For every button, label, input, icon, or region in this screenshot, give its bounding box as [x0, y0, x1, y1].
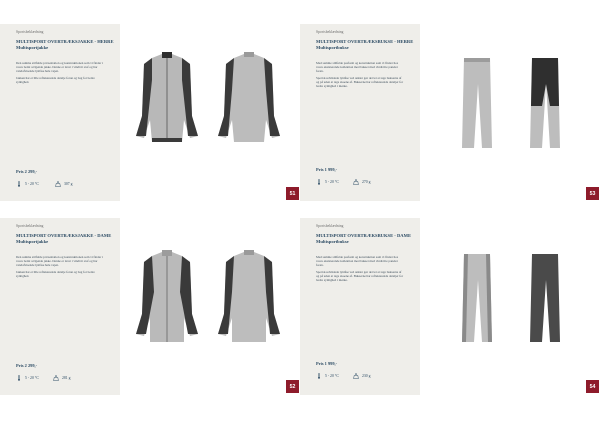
- product-description: [316, 61, 404, 92]
- description-paragraph: Med samme stilfulde pasform og konstruktion som vi finder hos vores eksisterende kollektion med bukser med vindtætte paneler foran.: [316, 61, 399, 74]
- weight-value: 270 g: [362, 180, 371, 184]
- product-page-herre-pants: [300, 24, 420, 201]
- description-paragraph: Jakken har et lille reflekterende detalje foran og bag for bedre synlighed.: [16, 76, 95, 85]
- jacket-back-image: [218, 250, 280, 342]
- product-title: MULTISPORT OVERTRÆKSJAKKE - DAME: [16, 233, 112, 238]
- section-label: Sportsbeklædning: [16, 224, 44, 228]
- page-number-badge: 52: [286, 380, 299, 393]
- jacket-front-image: [136, 250, 198, 342]
- product-image-herre-jacket: [128, 50, 288, 150]
- product-description: [316, 255, 404, 286]
- thermometer-icon: [16, 375, 22, 381]
- pants-back-image: [530, 58, 560, 148]
- temperature-value: 5 - 20 °C: [325, 180, 339, 184]
- product-image-herre-pants: [450, 54, 570, 154]
- product-image-dame-jacket: [128, 248, 288, 348]
- product-title: MULTISPORT OVERTRÆKSBUKSE - DAME: [316, 233, 412, 238]
- weight-icon: [353, 179, 359, 185]
- product-subtitle: Multisportbukse: [316, 239, 349, 244]
- product-subtitle: Multisportbukse: [316, 45, 349, 50]
- description-paragraph: Special-udviklede lynlåse ved ankler gør det let at tage bukserne af og på uden at tage skoene af. Bukserne har reflekterende detaljer for bedre synlighed i mørke.: [316, 76, 404, 89]
- weight-icon: [55, 181, 61, 187]
- temperature-value: 5 - 20 °C: [325, 374, 339, 378]
- temperature-spec: [16, 375, 39, 381]
- description-paragraph: Med samme stilfulde pasform og konstruktion som vi finder hos vores eksisterende kollektion med bukser med vindtætte paneler foran.: [316, 255, 399, 268]
- jacket-back-image: [218, 52, 280, 142]
- page-number-badge: 54: [586, 380, 599, 393]
- temperature-spec: [16, 181, 39, 187]
- weight-value: 281 g: [62, 376, 71, 380]
- pants-front-image: [462, 254, 492, 342]
- thermometer-icon: [16, 181, 22, 187]
- product-subtitle: Multisportjakke: [16, 239, 49, 244]
- description-paragraph: Den samme stilfulde præsentation og konstruktionen som vi finder i vores bedst sælgende jakke. Denne er lavet i vindtæt stof og har vandafvisende lynlåse hele vejen.: [16, 255, 103, 268]
- weight-spec: [55, 181, 73, 187]
- temperature-spec: [316, 373, 339, 379]
- thermometer-icon: [316, 373, 322, 379]
- weight-spec: [353, 179, 371, 185]
- pants-back-image: [530, 254, 560, 342]
- product-description: [16, 61, 104, 87]
- temperature-value: 5 - 20 °C: [25, 376, 39, 380]
- product-page-herre-jacket: [0, 24, 120, 201]
- weight-spec: [353, 373, 371, 379]
- page-number-badge: 53: [586, 187, 599, 200]
- weight-icon: [53, 375, 59, 381]
- temperature-spec: [316, 179, 339, 185]
- jacket-front-image: [136, 52, 198, 142]
- product-image-dame-pants: [450, 250, 570, 350]
- section-label: Sportsbeklædning: [316, 30, 344, 34]
- price: Pris 1 999,-: [316, 361, 338, 366]
- temperature-value: 5 - 20 °C: [25, 182, 39, 186]
- price: Pris 1 999,-: [316, 167, 338, 172]
- weight-icon: [353, 373, 359, 379]
- product-subtitle: Multisportjakke: [16, 45, 49, 50]
- section-label: Sportsbeklædning: [16, 30, 44, 34]
- pants-front-image: [462, 58, 492, 148]
- weight-value: 307 g: [64, 182, 73, 186]
- product-title: MULTISPORT OVERTRÆKSBUKSE - HERRE: [316, 39, 414, 44]
- weight-spec: [53, 375, 71, 381]
- thermometer-icon: [316, 179, 322, 185]
- description-paragraph: Special-udviklede lynlåse ved ankler gør det let at tage bukserne af og på uden at tage skoene af. Bukserne har reflekterende detaljer for bedre synlighed i mørke.: [316, 270, 404, 283]
- weight-value: 230 g: [362, 374, 371, 378]
- product-page-dame-pants: [300, 218, 420, 395]
- product-description: [16, 255, 104, 281]
- description-paragraph: Den samme stilfulde præsentation og konstruktionen som vi finder i vores bedst sælgende jakke. Denne er lavet i vindtæt stof og har vandafvisende lynlåse hele vejen.: [16, 61, 103, 74]
- description-paragraph: Jakken har et lille reflekterende detalje foran og bag for bedre synlighed.: [16, 270, 95, 279]
- product-title: MULTISPORT OVERTRÆKSJAKKE - HERRE: [16, 39, 114, 44]
- section-label: Sportsbeklædning: [316, 224, 344, 228]
- price: Pris 2 299,-: [16, 363, 38, 368]
- product-page-dame-jacket: [0, 218, 120, 395]
- page-number-badge: 51: [286, 187, 299, 200]
- price: Pris 2 299,-: [16, 169, 38, 174]
